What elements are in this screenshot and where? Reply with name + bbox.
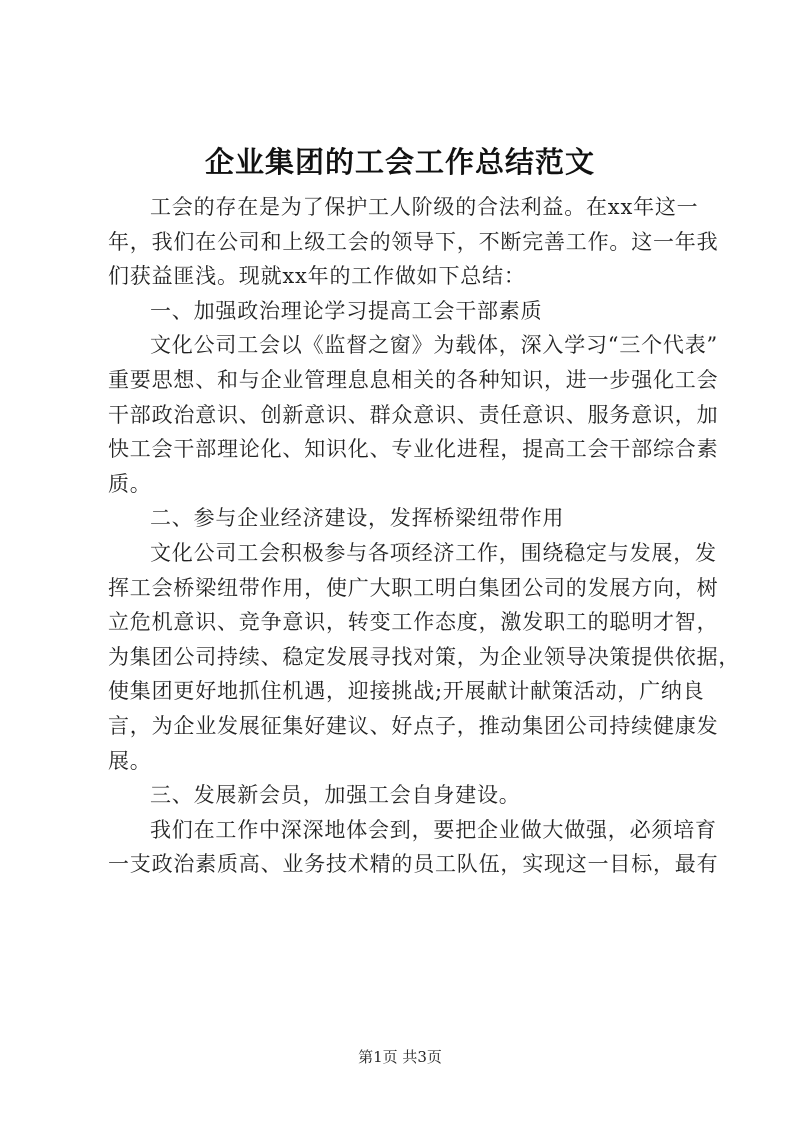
paragraph-line: 文化公司工会以《监督之窗》为载体，深入学习“三个代表” — [150, 333, 719, 358]
paragraph-line: 质。 — [108, 471, 152, 496]
paragraph-line: 我们在工作中深深地体会到，要把企业做大做强，必须培育 — [150, 817, 717, 842]
section-heading: 二、参与企业经济建设，发挥桥梁纽带作用 — [150, 506, 565, 531]
document-title: 企业集团的工会工作总结范文 — [204, 145, 595, 179]
paragraph-line: 文化公司工会积极参与各项经济工作，围绕稳定与发展，发 — [150, 540, 717, 565]
paragraph-line: 干部政治意识、创新意识、群众意识、责任意识、服务意识，加 — [108, 402, 719, 427]
paragraph-line: 立危机意识、竞争意识，转变工作态度，激发职工的聪明才智， — [108, 610, 719, 635]
paragraph-line: 言，为企业发展征集好建议、好点子，推动集团公司持续健康发 — [108, 713, 719, 738]
section-heading: 三、发展新会员，加强工会自身建设。 — [150, 783, 521, 808]
paragraph-line: 年，我们在公司和上级工会的领导下，不断完善工作。这一年我 — [108, 229, 719, 254]
section-heading: 一、加强政治理论学习提高工会干部素质 — [150, 298, 543, 323]
paragraph-line: 们获益匪浅。现就xx年的工作做如下总结： — [108, 264, 526, 289]
paragraph-line: 一支政治素质高、业务技术精的员工队伍，实现这一目标，最有 — [108, 852, 719, 877]
paragraph-line: 快工会干部理论化、知识化、专业化进程，提高工会干部综合素 — [108, 437, 719, 462]
paragraph-line: 挥工会桥梁纽带作用，使广大职工明白集团公司的发展方向，树 — [108, 575, 719, 600]
page-footer: 第1页 共3页 — [358, 1048, 442, 1066]
paragraph-line: 重要思想、和与企业管理息息相关的各种知识，进一步强化工会 — [108, 367, 719, 392]
paragraph-line: 为集团公司持续、稳定发展寻找对策，为企业领导决策提供依据， — [108, 644, 741, 669]
paragraph-line: 工会的存在是为了保护工人阶级的合法利益。在xx年这一 — [150, 195, 699, 219]
document-body — [108, 190, 741, 882]
paragraph-line: 展。 — [108, 748, 152, 773]
paragraph-line: 使集团更好地抓住机遇，迎接挑战;开展献计献策活动，广纳良 — [108, 679, 705, 704]
